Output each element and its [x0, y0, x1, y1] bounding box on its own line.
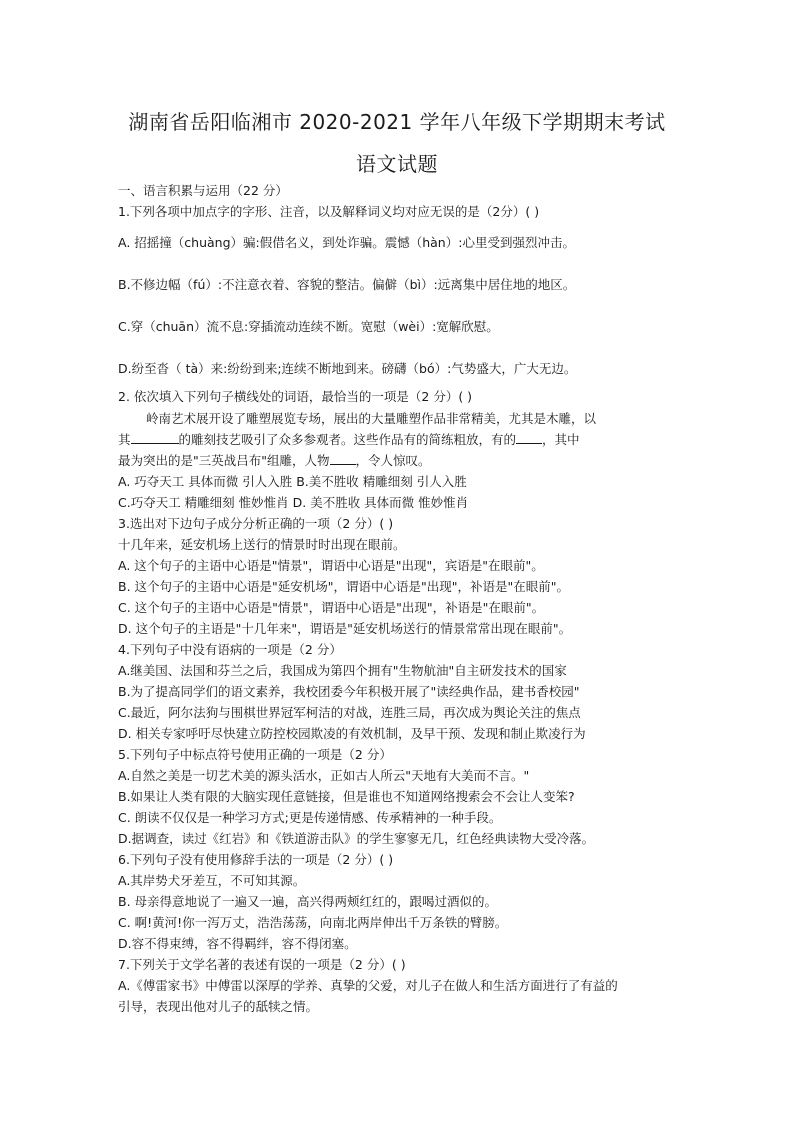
q2-options-cd: C.巧夺天工 精雕细刻 惟妙惟肖 D. 美不胜收 具体而微 惟妙惟肖 [118, 495, 469, 510]
q6-option-c: C. 啊!黄河!你一泻万丈，浩浩荡荡，向南北两岸伸出千万条铁的臂膀。 [118, 915, 508, 930]
q4-stem: 4.下列句子中没有语病的一项是（2 分） [118, 642, 342, 657]
q5-option-a: A.自然之美是一切艺术美的源头活水，正如古人所云"天地有大美而不言。" [118, 768, 530, 783]
q1-option-b: B.不修边幅（fú）:不注意衣着、容貌的整洁。偏僻（bì）:远离集中居住地的地区。 [118, 277, 576, 292]
q5-stem: 5.下列句子中标点符号使用正确的一项是（2 分） [118, 747, 392, 762]
q2-passage-text: 的雕刻技艺吸引了众多参观者。这些作品有的简练粗放，有的 [178, 432, 517, 447]
q6-option-a: A.其岸势犬牙差互，不可知其源。 [118, 873, 306, 888]
exam-subtitle: 语文试题 [356, 152, 438, 176]
q3-sentence: 十几年来，延安机场上送行的情景时时出现在眼前。 [118, 537, 406, 552]
q2-passage-line3 [118, 452, 698, 470]
q2-passage-text: 其 [118, 432, 131, 447]
q4-option-d: D. 相关专家呼吁尽快建立防控校园欺凌的有效机制，及早干预、发现和制止欺凌行为 [118, 726, 586, 741]
q3-option-a: A. 这个句子的主语中心语是"情景"，谓语中心语是"出现"，宾语是"在眼前"。 [118, 558, 544, 573]
section-heading: 一、语言积累与运用（22 分） [118, 183, 288, 198]
q2-options-ab: A. 巧夺天工 具体而微 引人入胜 B.美不胜收 精雕细刻 引人入胜 [118, 474, 467, 489]
q6-option-b: B. 母亲得意地说了一遍又一遍，高兴得两颊红红的，跟喝过酒似的。 [118, 894, 498, 909]
exam-title: 湖南省岳阳临湘市 2020-2021 学年八年级下学期期末考试 [128, 110, 666, 134]
q1-option-c: C.穿（chuān）流不息:穿插流动连续不断。宽慰（wèi）:宽解欣慰。 [118, 319, 499, 334]
q3-option-b: B. 这个句子的主语中心语是"延安机场"，谓语中心语是"出现"，补语是"在眼前"。 [118, 579, 570, 594]
q5-option-b: B.如果让人类有限的大脑实现任意链接，但是谁也不知道网络搜索会不会让人变笨? [118, 789, 575, 804]
q1-option-a: A. 招摇撞（chuàng）骗:假借名义，到处诈骗。震憾（hàn）:心里受到强烈冲击。 [118, 235, 575, 250]
q5-option-d: D.据调查，读过《红岩》和《铁道游击队》的学生寥寥无几，红色经典读物大受冷落。 [118, 831, 595, 846]
q1-option-d: D.纷至沓（ tà）来:纷纷到来;连续不断地到来。磅礴（bó）:气势盛大，广大无边。 [118, 361, 577, 376]
q7-option-a-line2: 引导，表现出他对儿子的舐犊之情。 [118, 999, 319, 1014]
q5-option-c: C. 朗读不仅仅是一种学习方式;更是传递情感、传承精神的一种手段。 [118, 810, 502, 825]
q3-stem: 3.选出对下边句子成分分析正确的一项（2 分）( ) [118, 516, 394, 531]
q2-passage-line2 [118, 431, 698, 449]
q6-option-d: D.容不得束缚，容不得羁绊，容不得闭塞。 [118, 936, 357, 951]
q3-option-c: C. 这个句子的主语中心语是"情景"，谓语中心语是"出现"，补语是"在眼前"。 [118, 600, 545, 615]
q2-passage-text: ，令人惊叹。 [355, 453, 431, 468]
q2-passage-text: 最为突出的是"三英战吕布"组雕，人物 [118, 453, 330, 468]
q4-option-c: C.最近，阿尔法狗与围棋世界冠军柯洁的对战，连胜三局，再次成为舆论关注的焦点 [118, 705, 581, 720]
q6-stem: 6.下列句子没有使用修辞手法的一项是（2 分）( ) [118, 852, 394, 867]
answer-blank [131, 431, 179, 444]
answer-blank [330, 452, 356, 465]
q4-option-b: B.为了提高同学们的语文素养，我校团委今年积极开展了"读经典作品，建书香校园" [118, 684, 580, 699]
q1-stem: 1.下列各项中加点字的字形、注音，以及解释词义均对应无误的是（2分）( ) [118, 204, 540, 219]
q4-option-a: A.继美国、法国和芬兰之后，我国成为第四个拥有"生物航油"自主研发技术的国家 [118, 663, 567, 678]
q2-passage-line1: 岭南艺术展开设了雕塑展览专场，展出的大量雕塑作品非常精美，尤其是木雕，以 [146, 411, 597, 426]
q2-stem: 2. 依次填入下列句子横线处的词语，最恰当的一项是（2 分）( ) [118, 389, 473, 404]
q2-passage-text: ，其中 [542, 432, 580, 447]
answer-blank [516, 431, 542, 444]
q7-stem: 7.下列关于文学名著的表述有误的一项是（2 分）( ) [118, 957, 406, 972]
q3-option-d: D. 这个句子的主语是"十几年来"，谓语是"延安机场送行的情景常常出现在眼前"。 [118, 621, 572, 636]
q7-option-a-line1: A.《傅雷家书》中傅雷以深厚的学养、真挚的父爱，对儿子在做人和生活方面进行了有益的 [118, 978, 618, 993]
